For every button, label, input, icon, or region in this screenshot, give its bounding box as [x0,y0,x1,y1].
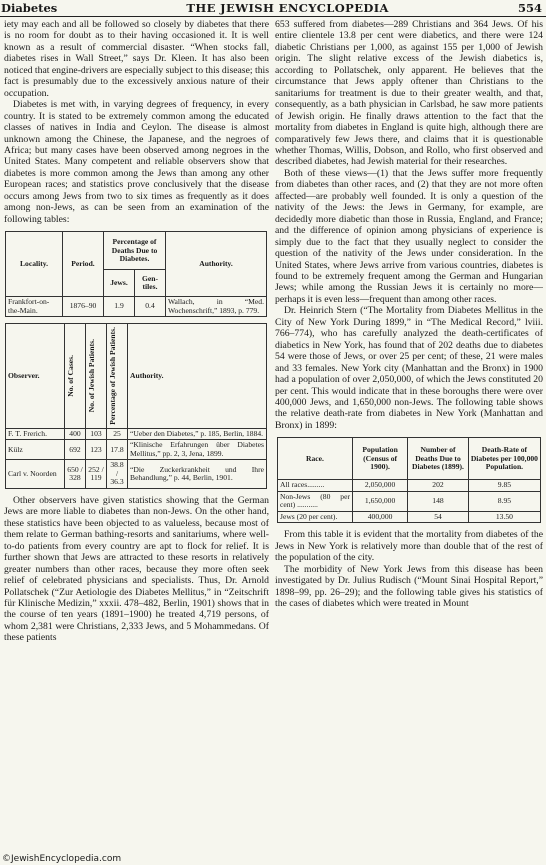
cell-observer: Külz [6,440,65,460]
new-york-deathrate-table [277,437,541,523]
paragraph: Dr. Heinrich Stern (“The Mortality from Diabetes Mellitus in the City of New York During 1899,” in “The Medical Record,” lviii. 766–774), who has carefully analyzed the death-certificates of diabetics in New York, has found that of 202 deaths due to diabetes 54 were those of Jews, or over 25 per cent; of these, 21 were males and 33 females. New York city (Manhattan and the Bronx) in 1900 had a population of over 2,050,000, of which the Jews constituted 20 per cent. This would indicate that in these boroughs there were over 400,000 Jews, and 1,650,000 non-Jews. The following table shows the relative death-rate from diabetes in New York (Manhattan and Bronx) in 1899: [275,305,543,431]
header-jewish-patients: No. of Jewish Patients. [87,339,96,413]
paragraph: Diabetes is met with, in varying degrees of frequency, in every country. It is stated to be extremely common among the educated classes of natives in India and Ceylon. The disease is almost unknown among the Chinese, the Japanese, and the negroes of Africa; but many cases have been observed among negroes in the United States. Many competent and reliable observers show that diabetes is more common among the Jews than among any other European races; and statistics prove conclusively that the disease occurs among Jews from two to six times as frequently as it does among non-Jews, as can be seen from an examination of the following tables: [4,99,269,225]
header-rate: Death-Rate of Diabetes per 100,000 Population. [468,438,540,480]
cell-jews: 1.9 [104,297,135,317]
table-row [6,460,267,489]
table-row [278,480,541,492]
paragraph: Both of these views—(1) that the Jews suffer more frequently from diabetes than other races, and (2) that they are not more often affected—are probably well founded. It is only a question of the nativity of the Jews: the Jews in Germany, for example, are decidedly more diabetic than those in Russia, England, and France; and the difference of opinion among physicians of experience is simply due to the fact that they usually neglect to consider the question of the nativity of the Jews under consideration. In the United States, where Jews arrive from various countries, diabetes is found to be extremely frequent among the German and Hungarian Jews; while among the Russian Jews it is certainly no more—perhaps it is even less—frequent than among other races. [275,167,543,305]
cell-cases: 692 [65,440,86,460]
cell-deaths: 148 [408,491,469,511]
cell-rate: 9.85 [468,480,540,492]
table-row [6,440,267,460]
header-period: Period. [63,232,104,297]
cell-jewish: 252 / 119 [86,460,107,489]
header-authority: Authority. [166,232,267,297]
paragraph: The morbidity of New York Jews from this disease has been investigated by Dr. Julius Rudisch (“Mount Sinai Hospital Report,” 1898–99, pp. 26–29); and the following table gives his statistics of the cases of diabetes which were treated in Mount [275,563,543,610]
cell-pct: 17.8 [107,440,128,460]
cell-rate: 8.95 [468,491,540,511]
cell-pct: 38.8 / 36.3 [107,460,128,489]
cell-race: Non-Jews (80 per cent) ........... [278,491,353,511]
cell-jewish: 103 [86,428,107,440]
observers-table [5,323,267,489]
cell-population: 1,650,000 [353,491,408,511]
header-locality: Locality. [6,232,63,297]
cell-population: 2,050,000 [353,480,408,492]
page-number: 554 [517,1,542,15]
table-row [278,491,541,511]
cell-period: 1876–90 [63,297,104,317]
cell-authority: “Ueber den Diabetes,” p. 185, Berlin, 1884. [128,428,267,440]
header-authority: Authority. [128,324,267,429]
cell-authority: “Klinische Erfahrungen über Diabetes Mellitus,” pp. 2, 3, Jena, 1899. [128,440,267,460]
paragraph: Other observers have given statistics showing that the German Jews are more liable to diabetes than non-Jews. On the other hand, these statistics have been objected to as valueless, because most of them relate to German bathing-resorts and sanitariums, where well-to-do patients from every country are apt to flock for relief. It is further shown that Jews are attracted to these resorts in relatively greater numbers than other races, because they more often seek relief of celebrated physicians and specialists. Thus, Dr. Arnold Pollatschek (“Zur Aetiologie des Diabetes Mellitus,” in “Zeitschrift für Klinische Medizin,” xxxii. 478–482, Berlin, 1901) shows that in the course of ten years (1891–1900) he treated 4,719 persons, of whom 2,381 were Christians, 2,333 Jews, and 5 Mohammedans. Of these patients [4,494,269,644]
cell-cases: 400 [65,428,86,440]
cell-authority: “Die Zuckerkrankheit und Ihre Behandlung,” p. 44, Berlin, 1901. [128,460,267,489]
left-column [4,19,269,644]
table-row [6,297,267,317]
header-jews: Jews. [104,270,135,297]
cell-observer: Carl v. Noorden [6,460,65,489]
cell-cases: 650 / 328 [65,460,86,489]
header-race: Race. [278,438,353,480]
paragraph: 653 suffered from diabetes—289 Christians and 364 Jews. Of his entire clientele 13.8 per cent were diabetics, and there were 124 diabetic Christians per 1,000, as against 155 per 1,000 of Jewish origin. The slight relative excess of the Jewish diabetics is, according to Pollatschek, only apparent. He believes that the circumstance that Jews apply oftener than Christians to the sanitariums for treatment is due to their greater wealth, and that, consequently, as a bath physician in Carlsbad, he saw more patients of Jewish origin. He finally draws attention to the fact that the mortality from diabetes in England is quite high, although there are comparatively few Jews there, and claims that it is questionable whether Thomas, Willis, Dobson, and Rollo, who first observed and described diabetes, had Jewish material for their researches. [275,19,543,168]
cell-race: Jews (20 per cent). [278,511,353,523]
header-cases: No. of Cases. [66,355,75,397]
cell-gentiles: 0.4 [135,297,166,317]
header-percentage-jewish: Percentage of Jewish Patients. [108,327,117,425]
paragraph: iety may each and all be followed so closely by diabetes that there is no room for doubt as to their having occasioned it. It is well known as a result of commercial disaster. “When stocks fall, diabetes rises in Wall Street,” says Dr. Kleen. It has also been noticed that engine-drivers are especially subject to this disease; this fact is presumably due to the excessively anxious nature of their occupation. [4,19,269,99]
header-deaths: Number of Deaths Due to Diabetes (1899). [408,438,469,480]
header-population: Population (Census of 1900). [353,438,408,480]
page-header [0,0,546,17]
cell-observer: F. T. Frerich. [6,428,65,440]
header-percentage: Percentage of Deaths Due to Diabetes. [104,232,166,270]
frankfort-table [5,231,267,317]
cell-pct: 25 [107,428,128,440]
paragraph: From this table it is evident that the mortality from diabetes of the Jews in New York is relatively more than double that of the rest of the population of the city. [275,529,543,564]
cell-deaths: 202 [408,480,469,492]
header-gentiles: Gen-tiles. [135,270,166,297]
cell-locality: Frankfort-on-the-Main. [6,297,63,317]
table-row [6,428,267,440]
header-observer: Observer. [6,324,65,429]
encyclopedia-title: THE JEWISH ENCYCLOPEDIA [186,1,389,15]
cell-deaths: 54 [408,511,469,523]
cell-race: All races......... [278,480,353,492]
cell-jewish: 123 [86,440,107,460]
right-column [275,19,543,609]
footer-credit: ©JewishEncyclopedia.com [2,854,122,864]
cell-population: 400,000 [353,511,408,523]
section-title: Diabetes [1,1,58,15]
cell-rate: 13.50 [468,511,540,523]
cell-authority: Wallach, in “Med. Wochenschrift,” 1893, p. 779. [166,297,267,317]
table-row [278,511,541,523]
